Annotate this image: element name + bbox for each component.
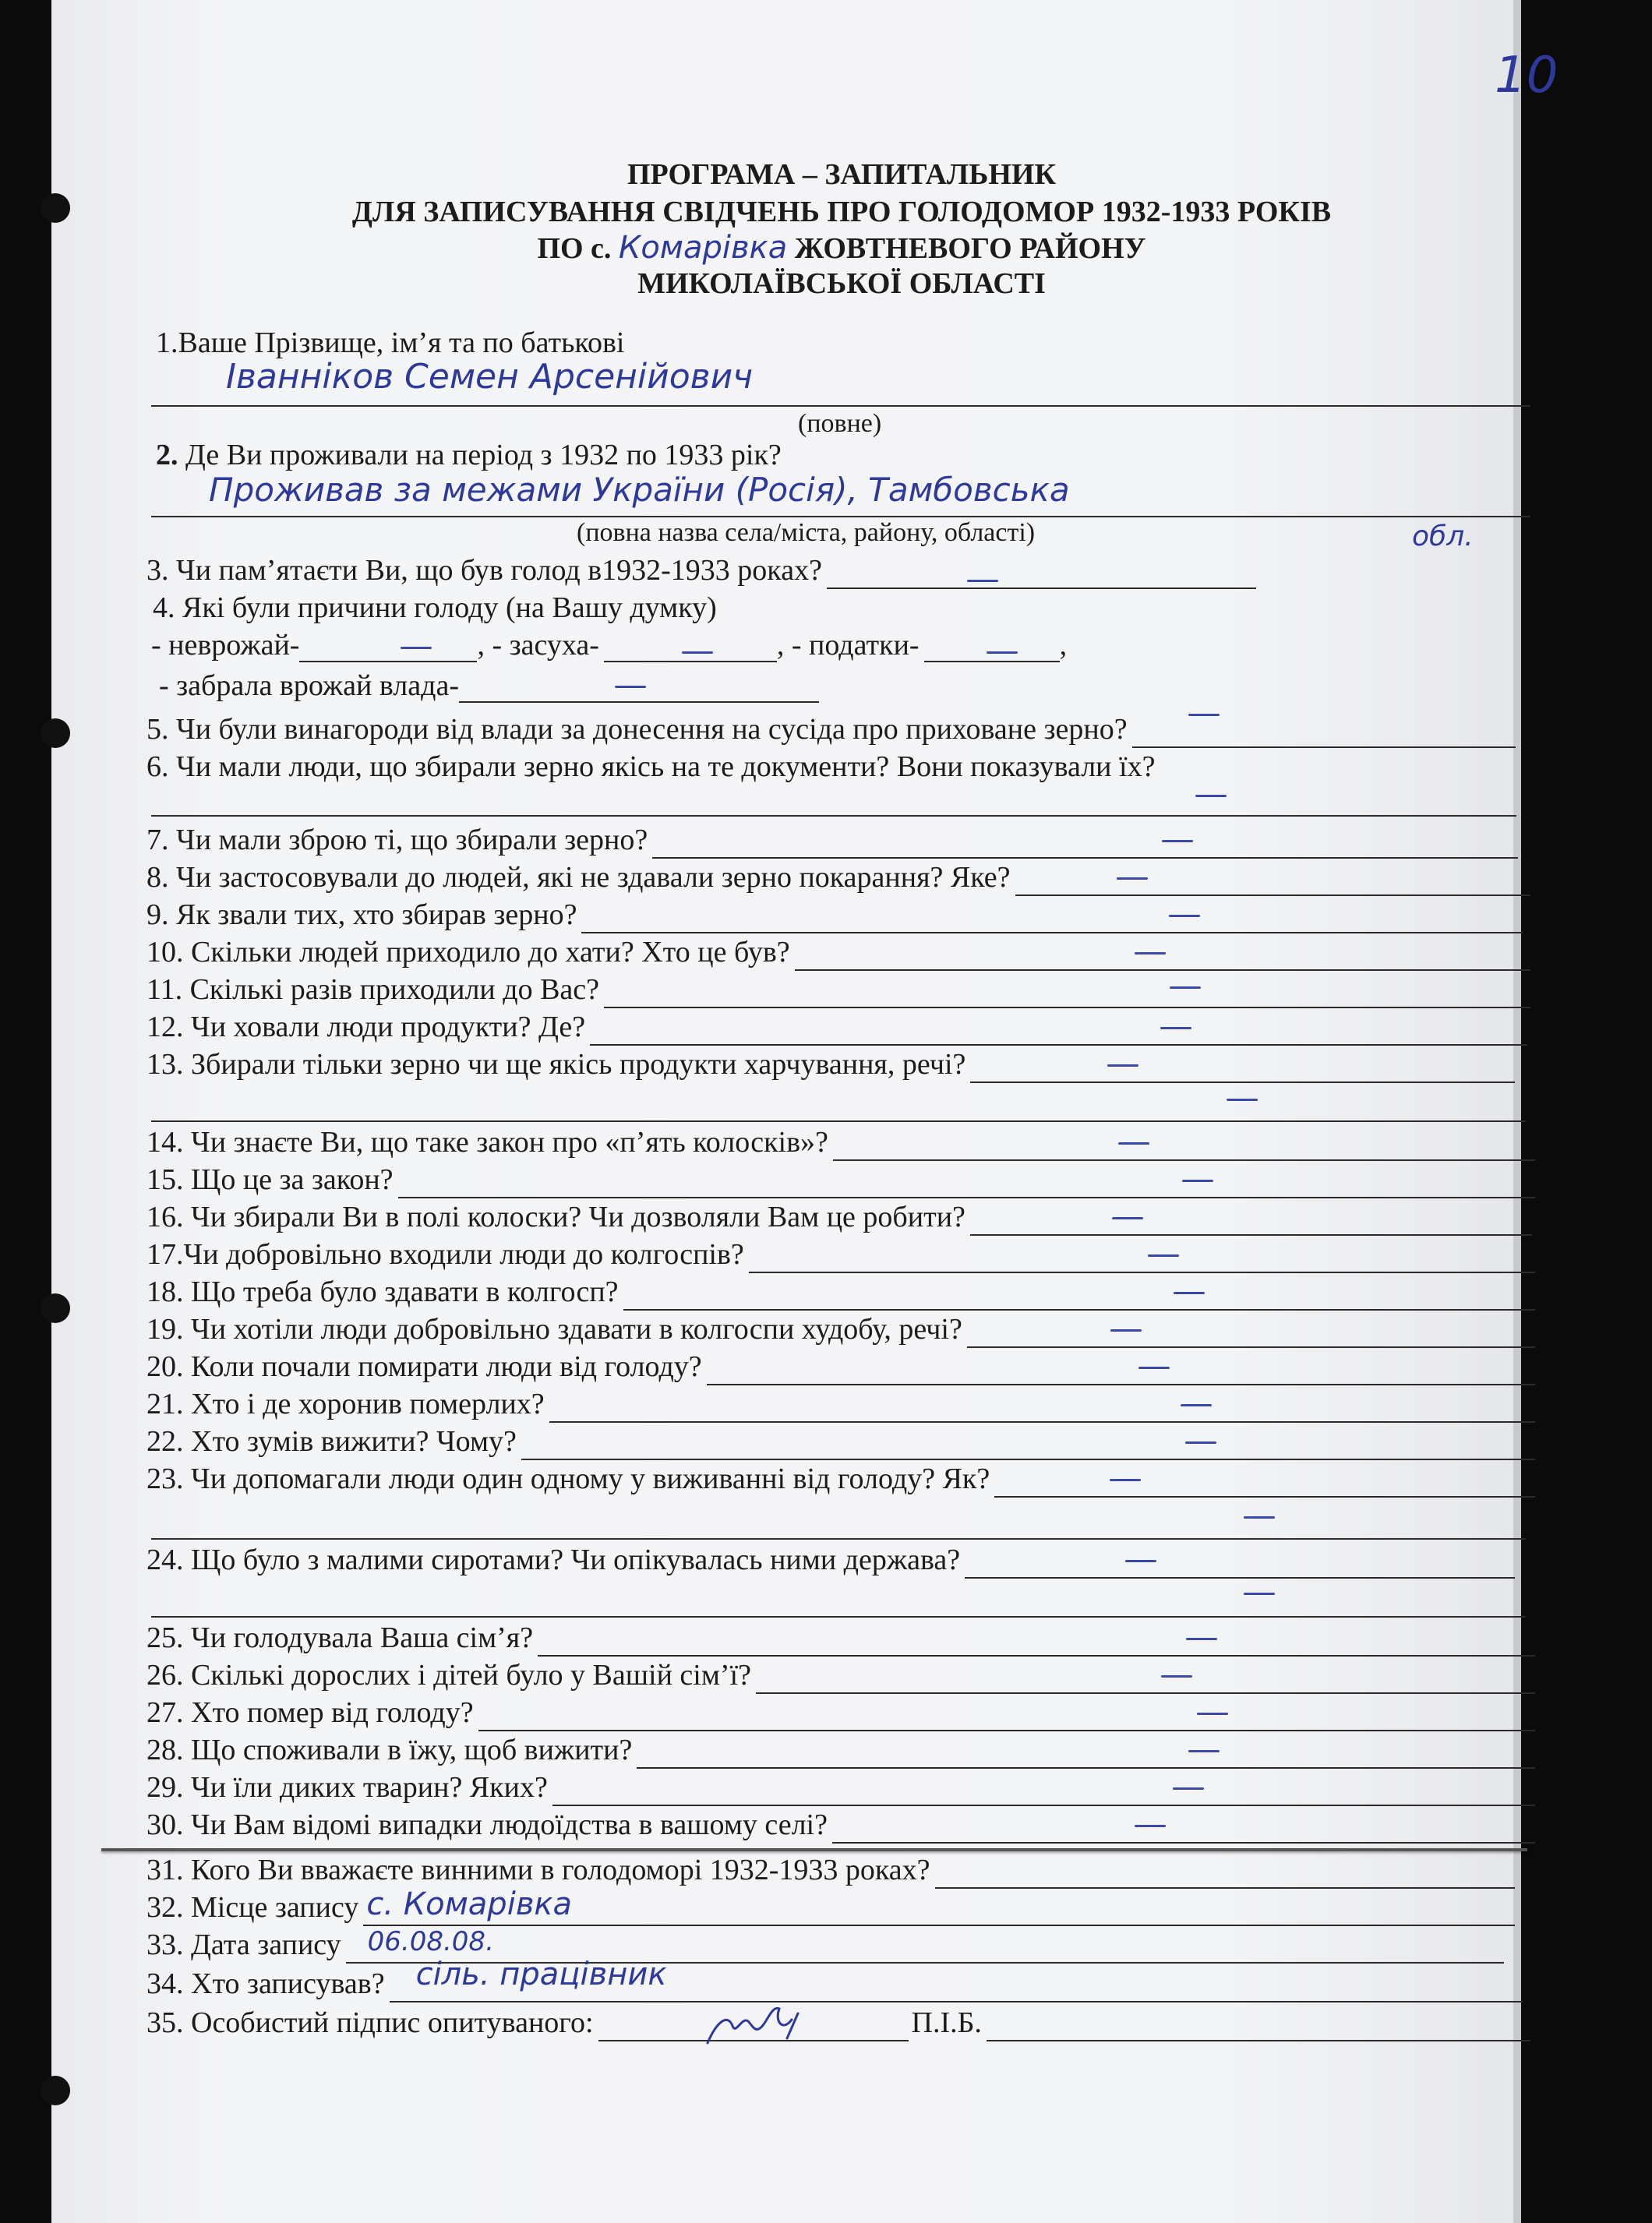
q26-answer-line[interactable] <box>756 1664 1535 1694</box>
dash-mark <box>682 651 713 654</box>
question-34 <box>146 1957 1523 2002</box>
q31-label: 31. Кого Ви вважаєте винними в голодоморі 1932-1933 роках? <box>146 1854 930 1886</box>
q22-label: 22. Хто зумів вижити? Чому? <box>146 1425 517 1458</box>
question-13 <box>146 1044 1515 1083</box>
q15-answer-line[interactable] <box>398 1169 1535 1198</box>
title-line-2: ДЛЯ ЗАПИСУВАННЯ СВІДЧЕНЬ ПРО ГОЛОДОМОР 1932-1933 РОКІВ <box>351 196 1332 228</box>
q4-d-line[interactable] <box>459 678 819 703</box>
title-suffix: ЖОВТНЕВОГО РАЙОНУ <box>794 232 1146 265</box>
dash-mark <box>1138 1367 1170 1369</box>
dash-mark <box>1118 1142 1149 1145</box>
q15-label: 15. Що це за закон? <box>146 1163 394 1196</box>
question-20 <box>146 1346 1535 1385</box>
punch-hole <box>41 1293 70 1323</box>
q24-label: 24. Що було з малими сиротами? Чи опікувалась ними держава? <box>146 1544 961 1576</box>
question-3 <box>146 550 1256 589</box>
q32-answer-line[interactable] <box>363 1886 1515 1926</box>
q7-answer-line[interactable] <box>652 829 1518 859</box>
q23-label: 23. Чи допомагали люди один одному у виживанні від голоду? Як? <box>146 1463 990 1495</box>
q4-b-line[interactable] <box>604 637 777 662</box>
q4-option-d-row <box>159 669 819 703</box>
dash-mark <box>1181 1404 1212 1406</box>
q14-label: 14. Чи знаєте Ви, що таке закон про «п’ять колосків»? <box>146 1126 828 1159</box>
q20-label: 20. Коли почали помирати люди від голоду? <box>146 1350 702 1383</box>
q13-label: 13. Збирали тільки зерно чи ще якісь продукти харчування, речі? <box>146 1048 966 1081</box>
punch-hole <box>41 193 70 223</box>
dash-mark <box>1170 986 1201 989</box>
question-33 <box>146 1925 1504 1964</box>
q2-answer-continued: обл. <box>1412 520 1474 552</box>
dash-mark <box>1244 1593 1275 1595</box>
q4-option-c-end: , <box>1059 629 1068 662</box>
dash-mark <box>1182 1180 1213 1182</box>
q9-answer-line[interactable] <box>581 904 1523 933</box>
q16-label: 16. Чи збирали Ви в полі колоски? Чи дозволяли Вам це робити? <box>146 1201 965 1233</box>
question-9 <box>146 894 1523 933</box>
title-line-1: ПРОГРАМА – ЗАПИТАЛЬНИК <box>627 158 1057 191</box>
dash-mark <box>1173 1787 1204 1790</box>
q4-option-b: , - засуха- <box>477 629 599 662</box>
question-12 <box>146 1007 1527 1046</box>
dash-mark <box>1125 1560 1156 1562</box>
q32-answer: с. Комарівка <box>366 1886 573 1922</box>
question-5 <box>146 709 1516 748</box>
punch-hole <box>41 2076 70 2105</box>
title-line-4: МИКОЛАЇВСЬКОЇ ОБЛАСТІ <box>637 267 1046 300</box>
q7-label: 7. Чи мали зброю ті, що збирали зерно? <box>146 824 648 856</box>
dash-mark <box>1117 877 1148 880</box>
dash-mark <box>1160 1027 1191 1029</box>
q8-label: 8. Чи застосовували до людей, які не здавали зерно покарання? Яке? <box>146 861 1011 894</box>
q28-answer-line[interactable] <box>637 1739 1535 1769</box>
q5-label: 5. Чи були винагороди від влади за донесення на сусіда про приховане зерно? <box>146 713 1128 746</box>
q2-caption: (повна назва села/міста, району, області) <box>577 518 1036 547</box>
question-27 <box>146 1692 1535 1731</box>
question-26 <box>146 1655 1535 1694</box>
question-21 <box>146 1384 1535 1423</box>
q10-label: 10. Скільки людей приходило до хати? Хто це був? <box>146 936 790 969</box>
question-32 <box>146 1887 1515 1926</box>
dash-mark <box>1174 1292 1205 1294</box>
q25-answer-line[interactable] <box>538 1627 1535 1657</box>
q12-answer-line[interactable] <box>590 1016 1527 1046</box>
dash-mark <box>1197 1713 1228 1715</box>
q18-answer-line[interactable] <box>623 1281 1535 1311</box>
dash-mark <box>1185 1441 1216 1444</box>
q30-answer-line[interactable] <box>832 1814 1535 1844</box>
q30-label: 30. Чи Вам відомі випадки людоїдства в вашому селі? <box>146 1808 828 1841</box>
question-18 <box>146 1272 1535 1311</box>
dash-mark <box>1148 1254 1179 1257</box>
dash-mark <box>1188 714 1220 716</box>
q12-label: 12. Чи ховали люди продукти? Де? <box>146 1011 586 1043</box>
dash-mark <box>401 647 432 649</box>
q6-label: 6. Чи мали люди, що збирали зерно якісь на те документи? Вони показували їх? <box>146 750 1156 783</box>
question-31 <box>146 1850 1515 1889</box>
title-line-3 <box>234 229 1449 267</box>
question-35 <box>146 2002 1530 2041</box>
dash-mark <box>1107 1064 1138 1067</box>
question-6 <box>146 746 1512 785</box>
dash-mark <box>1195 795 1227 797</box>
dash-mark <box>1169 915 1200 917</box>
q25-label: 25. Чи голодувала Ваша сім’я? <box>146 1621 534 1654</box>
question-19 <box>146 1309 1535 1348</box>
q19-answer-line[interactable] <box>967 1318 1535 1348</box>
question-7 <box>146 820 1518 859</box>
dash-mark <box>1162 840 1193 842</box>
q34-answer-line[interactable] <box>390 1957 1523 2002</box>
dash-mark <box>615 686 646 688</box>
q14-answer-line[interactable] <box>833 1131 1535 1161</box>
question-28 <box>146 1730 1535 1769</box>
question-11 <box>146 969 1530 1008</box>
q22-answer-line[interactable] <box>521 1431 1535 1460</box>
dash-mark <box>1110 1329 1142 1332</box>
q11-answer-line[interactable] <box>604 979 1530 1008</box>
q34-answer: сіль. працівник <box>415 1957 667 1992</box>
q21-answer-line[interactable] <box>549 1393 1535 1423</box>
q26-label: 26. Скількі дорослих і дітей було у Вашій сім’ї? <box>146 1659 751 1692</box>
q21-label: 21. Хто і де хоронив померлих? <box>146 1388 545 1420</box>
question-16 <box>146 1197 1532 1236</box>
q24-answer-line[interactable] <box>965 1549 1515 1579</box>
q1-caption: (повне) <box>798 409 882 438</box>
question-22 <box>146 1421 1535 1460</box>
q32-label: 32. Місце запису <box>146 1891 359 1924</box>
dash-mark <box>1135 952 1166 954</box>
q17-answer-line[interactable] <box>749 1244 1535 1273</box>
q4-label: 4. Які були причини голоду (на Вашу думку) <box>153 591 717 624</box>
q13-answer-line[interactable] <box>970 1053 1515 1083</box>
title-prefix: ПО с. <box>537 232 612 265</box>
q17-label: 17.Чи добровільно входили люди до колгоспів? <box>146 1238 744 1271</box>
q10-answer-line[interactable] <box>795 941 1530 971</box>
dash-mark <box>967 580 998 582</box>
q23-answer-line[interactable] <box>994 1468 1535 1498</box>
q6-answer-line[interactable] <box>151 815 1516 817</box>
dash-mark <box>1135 1825 1166 1827</box>
q2-text: Де Ви проживали на період з 1932 по 1933 рік? <box>185 439 782 471</box>
q35-label: 35. Особистий підпис опитуваного: <box>146 2006 594 2039</box>
question-25 <box>146 1618 1535 1657</box>
q27-label: 27. Хто помер від голоду? <box>146 1696 474 1729</box>
dash-mark <box>1227 1099 1258 1101</box>
q1-answer-line <box>151 405 1530 407</box>
q9-label: 9. Як звали тих, хто збирав зерно? <box>146 898 577 931</box>
dash-mark <box>1112 1217 1143 1219</box>
handwritten-signature <box>701 1998 818 2052</box>
dash-mark <box>1161 1675 1192 1678</box>
q29-label: 29. Чи їли диких тварин? Яких? <box>146 1771 548 1804</box>
q1-label: 1.Ваше Прізвище, ім’я та по батькові <box>156 326 625 359</box>
q5-answer-line[interactable] <box>1132 718 1516 748</box>
q4-options <box>151 628 1067 662</box>
q34-label: 34. Хто записував? <box>146 1967 385 2000</box>
q35-pib-line[interactable] <box>987 2012 1530 2041</box>
punch-hole <box>41 718 70 748</box>
q4-option-d: - забрала врожай влада- <box>159 669 459 702</box>
question-23 <box>146 1459 1535 1498</box>
question-30 <box>146 1805 1535 1844</box>
q3-answer-line[interactable] <box>827 559 1256 589</box>
dash-mark <box>987 651 1018 654</box>
dash-mark <box>1188 1750 1220 1752</box>
q35-pib-label: П.І.Б. <box>911 2006 982 2039</box>
q4-a-line[interactable] <box>299 637 477 662</box>
dash-mark <box>1186 1638 1217 1640</box>
q20-answer-line[interactable] <box>707 1356 1535 1385</box>
question-17 <box>146 1234 1535 1273</box>
question-29 <box>146 1767 1535 1806</box>
question-10 <box>146 932 1530 971</box>
q16-answer-line[interactable] <box>970 1206 1532 1236</box>
q2-label <box>156 439 782 471</box>
q27-answer-line[interactable] <box>478 1702 1535 1731</box>
q2-number: 2. <box>156 439 178 471</box>
q31-answer-line[interactable] <box>935 1859 1515 1889</box>
dash-mark <box>1244 1516 1275 1519</box>
q1-answer: Іванніков Семен Арсенійович <box>226 357 754 397</box>
q29-answer-line[interactable] <box>552 1777 1535 1806</box>
village-handwritten: Комарівка <box>618 230 788 266</box>
question-8 <box>146 857 1530 896</box>
q33-answer: 06.08.08. <box>367 1926 494 1957</box>
q4-c-line[interactable] <box>924 637 1060 662</box>
page-number: 10 <box>1495 47 1558 104</box>
q11-label: 11. Скількі разів приходили до Вас? <box>146 973 600 1006</box>
q4-option-a: - неврожай- <box>151 629 300 662</box>
q3-label: 3. Чи пам’ятаєти Ви, що був голод в1932-1933 роках? <box>146 554 822 587</box>
dash-mark <box>1110 1479 1141 1481</box>
q4-option-c: , - податки- <box>776 629 920 662</box>
q28-label: 28. Що споживали в їжу, щоб вижити? <box>146 1734 633 1766</box>
q33-label: 33. Дата запису <box>146 1928 341 1961</box>
q2-answer: Проживав за межами України (Росія), Тамбовська <box>209 471 1070 509</box>
question-24 <box>146 1540 1515 1579</box>
q19-label: 19. Чи хотіли люди добровільно здавати в колгоспи худобу, речі? <box>146 1313 962 1346</box>
q8-answer-line[interactable] <box>1015 866 1530 896</box>
q18-label: 18. Що треба було здавати в колгосп? <box>146 1276 619 1308</box>
question-15 <box>146 1159 1535 1198</box>
question-14 <box>146 1122 1535 1161</box>
